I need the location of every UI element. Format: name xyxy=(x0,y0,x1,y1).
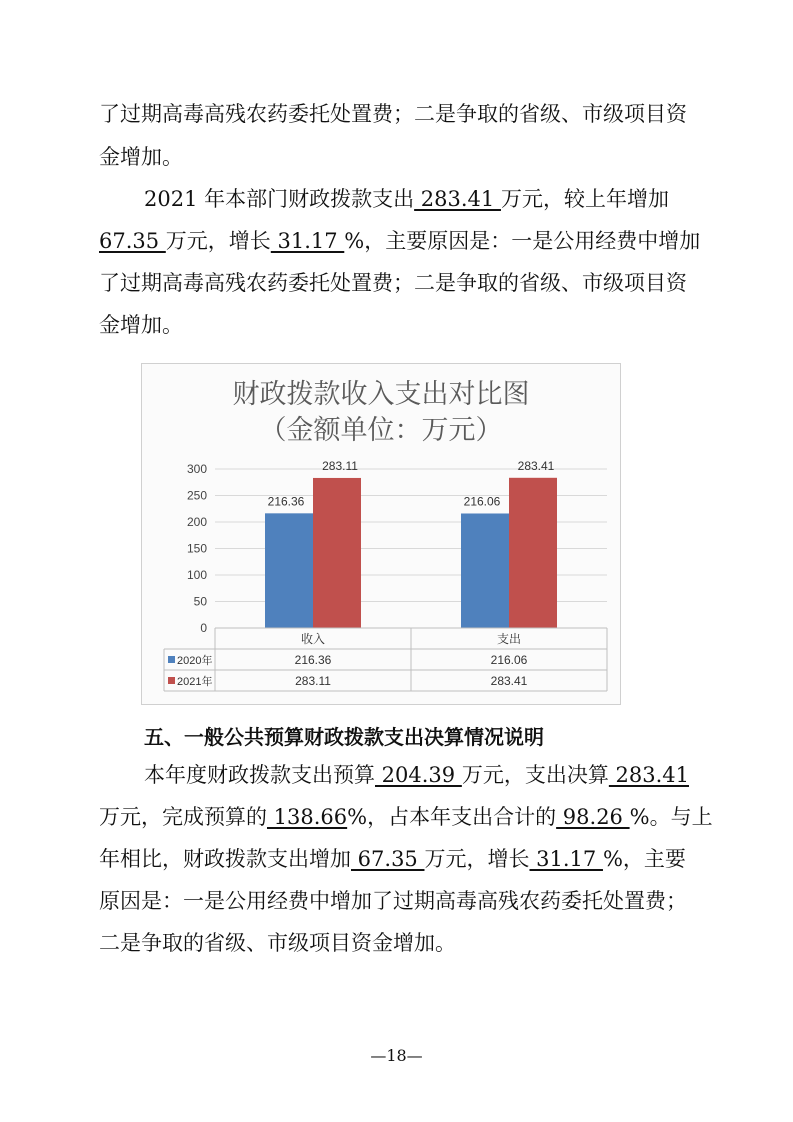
s5-text: 本年度财政拨款支出预算 xyxy=(144,763,375,787)
chart-title: 财政拨款收入支出对比图 xyxy=(232,379,530,410)
data-label: 283.11 xyxy=(322,458,358,473)
s5-value-share: 98.26 xyxy=(556,805,630,829)
y-tick-label: 250 xyxy=(186,488,207,503)
p2-value-increase: 67.35 xyxy=(99,229,166,253)
s5-text: 年相比，财政拨款支出增加 xyxy=(99,847,351,871)
s5-text: %。与上 xyxy=(629,805,713,829)
data-label: 216.36 xyxy=(267,494,305,509)
paragraph-2-line-4: 金增加。 xyxy=(99,313,183,337)
s5-value-completion: 138.66 xyxy=(267,805,348,829)
s5-value-increase: 67.35 xyxy=(351,847,425,871)
section-5-line-2 xyxy=(99,802,713,832)
section-5-line-3 xyxy=(99,844,686,874)
s5-text: %，占本年支出合计的 xyxy=(347,805,557,829)
legend-swatch xyxy=(168,656,175,663)
y-tick-label: 200 xyxy=(186,515,207,529)
chart-subtitle: （金额单位：万元） xyxy=(259,415,503,446)
paragraph-1-line-1: 了过期高毒高残农药委托处置费；二是争取的省级、市级项目资 xyxy=(99,102,687,126)
p2-text: 万元，较上年增加 xyxy=(500,187,669,211)
bar xyxy=(313,478,361,628)
section-5-line-4: 原因是：一是公用经费中增加了过期高毒高残农药委托处置费； xyxy=(99,889,687,913)
section-5-heading: 五、一般公共预算财政拨款支出决算情况说明 xyxy=(144,725,544,749)
data-label: 283.41 xyxy=(517,458,555,473)
y-tick-label: 50 xyxy=(193,594,207,609)
y-tick-label: 300 xyxy=(186,462,207,476)
bar xyxy=(265,513,313,628)
paragraph-1-line-2: 金增加。 xyxy=(99,145,183,169)
table-cell: 283.11 xyxy=(295,674,331,688)
paragraph-2-line-2 xyxy=(99,226,700,256)
data-label: 216.06 xyxy=(463,494,501,509)
p2-text: 万元，增长 xyxy=(165,229,271,253)
s5-value-final: 283.41 xyxy=(608,763,689,787)
y-tick-label: 0 xyxy=(200,621,207,635)
paragraph-2-line-1 xyxy=(144,184,669,214)
bar xyxy=(509,478,557,628)
x-category-label: 收入 xyxy=(300,632,326,646)
p2-text: %，主要原因是：一是公用经费中增加 xyxy=(344,229,701,253)
s5-text: 万元，支出决算 xyxy=(461,763,609,787)
y-tick-label: 150 xyxy=(186,541,207,556)
section-5-line-5: 二是争取的省级、市级项目资金增加。 xyxy=(99,931,456,955)
table-cell: 216.06 xyxy=(490,653,528,667)
bar xyxy=(461,513,509,628)
page-number: —18— xyxy=(370,1046,423,1065)
legend-label: 2020年 xyxy=(177,655,213,667)
s5-value-budget: 204.39 xyxy=(375,763,462,787)
p2-value-growth: 31.17 xyxy=(270,229,345,253)
p2-value-expenditure: 283.41 xyxy=(414,187,501,211)
table-cell: 283.41 xyxy=(490,674,528,688)
legend-label: 2021年 xyxy=(177,676,213,688)
chart-plot xyxy=(142,364,620,704)
x-category-label: 支出 xyxy=(496,632,522,646)
s5-text: 万元，增长 xyxy=(424,847,530,871)
s5-text: 万元，完成预算的 xyxy=(99,805,267,829)
s5-text: %，主要 xyxy=(602,847,686,871)
section-5-line-1 xyxy=(144,760,689,790)
s5-value-growth: 31.17 xyxy=(529,847,603,871)
paragraph-2-line-3: 了过期高毒高残农药委托处置费；二是争取的省级、市级项目资 xyxy=(99,271,687,295)
p2-text: 2021 年本部门财政拨款支出 xyxy=(144,187,415,211)
legend-swatch xyxy=(168,677,175,684)
table-cell: 216.36 xyxy=(294,653,332,667)
comparison-chart xyxy=(141,363,621,705)
y-tick-label: 100 xyxy=(186,568,207,582)
